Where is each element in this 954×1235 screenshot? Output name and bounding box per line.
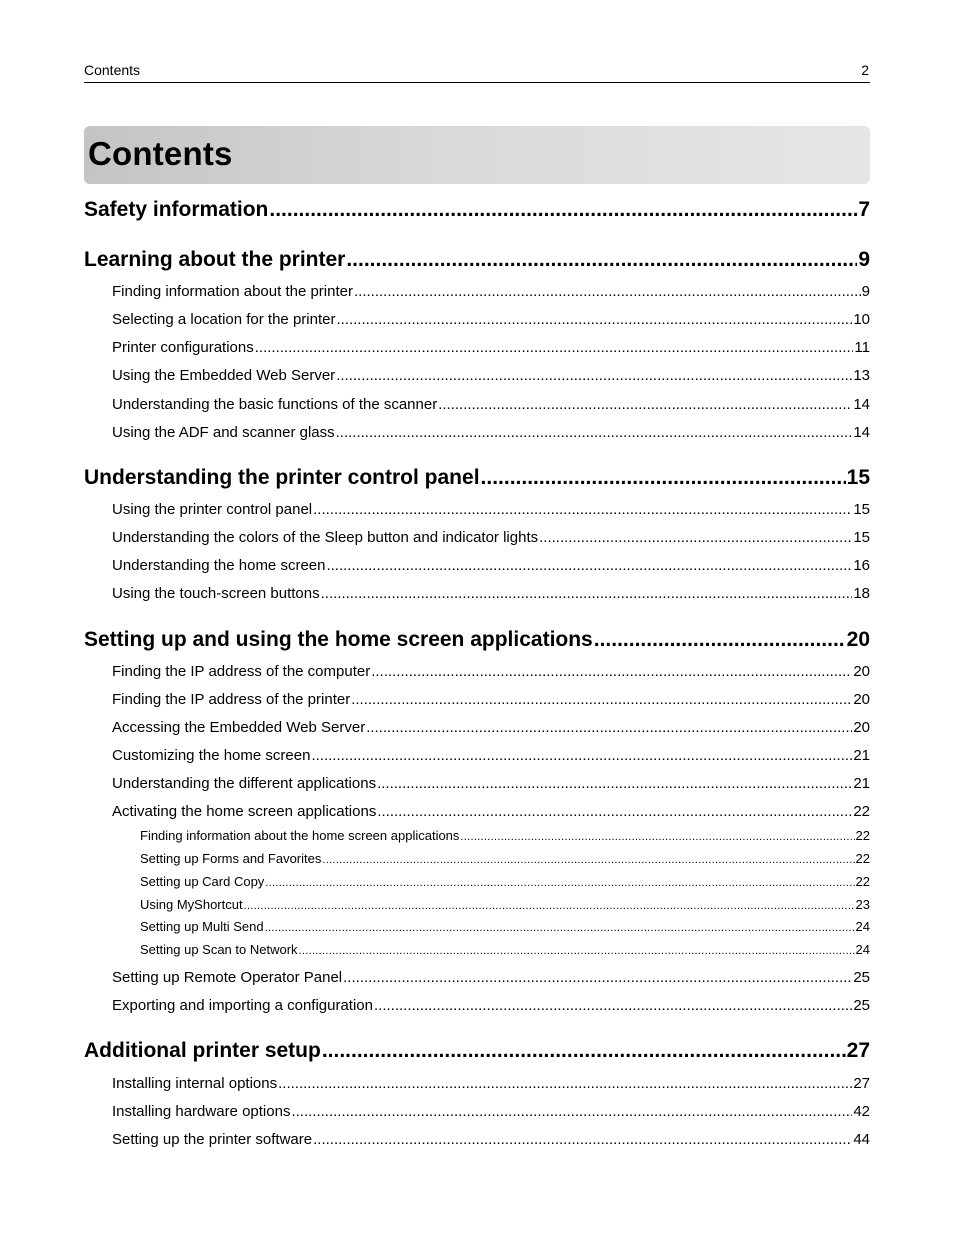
running-header-page-number: 2 [861,62,869,78]
toc-dot-leader [481,463,846,493]
toc-chapter-entry[interactable] [84,1036,870,1066]
toc-dot-leader [351,689,852,711]
toc-entry-label: Customizing the home screen [112,747,311,764]
toc-dot-leader [321,583,853,605]
toc-entry-label: Setting up Scan to Network [140,942,298,957]
toc-entry-label: Understanding the printer control panel [84,466,480,489]
toc-entry-page-number: 20 [853,663,870,680]
toc-entry-label: Understanding the colors of the Sleep button and indicator lights [112,529,539,546]
toc-entry-label: Selecting a location for the printer [112,311,336,328]
toc-subsection-entry[interactable] [140,940,870,959]
running-header [84,60,870,83]
toc-entry-label: Setting up Multi Send [140,919,264,934]
toc-entry-page-number: 27 [846,1039,870,1062]
toc-entry-label: Activating the home screen applications [112,803,377,820]
toc-dot-leader [313,499,852,521]
toc-chapter-entry[interactable] [84,195,870,225]
toc-dot-leader [255,337,854,359]
toc-entry-page-number: 16 [853,557,870,574]
toc-section-entry[interactable] [112,661,870,683]
toc-entry-page-number: 15 [846,466,870,489]
toc-entry-page-number: 25 [853,969,870,986]
toc-entry-label: Understanding the basic functions of the scanner [112,396,438,413]
toc-section-entry[interactable] [112,281,870,303]
toc-section-entry[interactable] [112,1101,870,1123]
toc-chapter-entry[interactable] [84,245,870,275]
toc-dot-leader [460,828,854,845]
toc-entry-label: Finding the IP address of the computer [112,663,371,680]
toc-section-entry[interactable] [112,337,870,359]
toc-dot-leader [354,281,861,303]
toc-entry-page-number: 24 [855,942,870,957]
toc-section-entry[interactable] [112,309,870,331]
toc-chapter-entry[interactable] [84,625,870,655]
toc-dot-leader [371,661,852,683]
toc-entry-label: Safety information [84,198,269,221]
toc-dot-leader [265,874,854,891]
toc-entry-label: Setting up Card Copy [140,874,265,889]
page-title: Contents [88,135,233,172]
toc-entry-label: Using the Embedded Web Server [112,367,336,384]
toc-dot-leader [326,555,852,577]
toc-entry-page-number: 7 [858,198,870,221]
toc-dot-leader [244,897,855,914]
toc-entry-page-number: 42 [853,1103,870,1120]
toc-subsection-entry[interactable] [140,826,870,845]
toc-entry-page-number: 15 [853,529,870,546]
toc-dot-leader [313,1129,852,1151]
toc-dot-leader [265,919,855,936]
toc-entry-page-number: 22 [855,874,870,889]
toc-entry-label: Setting up and using the home screen applications [84,628,593,651]
toc-entry-page-number: 25 [853,997,870,1014]
toc-section-entry[interactable] [112,555,870,577]
toc-entry-page-number: 10 [853,311,870,328]
toc-entry-label: Additional printer setup [84,1039,321,1062]
toc-entry-page-number: 44 [853,1131,870,1148]
toc-entry-page-number: 23 [855,897,870,912]
toc-section-entry[interactable] [112,1129,870,1151]
toc-entry-page-number: 22 [855,828,870,843]
toc-entry-label: Setting up the printer software [112,1131,313,1148]
toc-entry-page-number: 14 [853,396,870,413]
toc-dot-leader [299,942,855,959]
toc-section-entry[interactable] [112,773,870,795]
toc-dot-leader [343,967,852,989]
toc-entry-label: Finding information about the home screen applications [140,828,460,843]
toc-subsection-entry[interactable] [140,895,870,914]
toc-section-entry[interactable] [112,527,870,549]
toc-dot-leader [336,365,852,387]
toc-entry-page-number: 21 [853,747,870,764]
toc-section-entry[interactable] [112,801,870,823]
running-header-section: Contents [84,62,141,78]
toc-entry-label: Using the ADF and scanner glass [112,424,335,441]
toc-entry-page-number: 24 [855,919,870,934]
toc-entry-page-number: 14 [853,424,870,441]
toc-subsection-entry[interactable] [140,849,870,868]
toc-entry-page-number: 11 [854,339,870,356]
toc-entry-label: Setting up Remote Operator Panel [112,969,343,986]
toc-chapter-entry[interactable] [84,463,870,493]
toc-section-entry[interactable] [112,422,870,444]
toc-dot-leader [278,1073,852,1095]
toc-subsection-entry[interactable] [140,872,870,891]
toc-entry-page-number: 22 [853,803,870,820]
toc-section-entry[interactable] [112,365,870,387]
toc-dot-leader [322,1036,846,1066]
toc-entry-label: Setting up Forms and Favorites [140,851,322,866]
toc-section-entry[interactable] [112,995,870,1017]
toc-section-entry[interactable] [112,1073,870,1095]
toc-entry-page-number: 21 [853,775,870,792]
toc-dot-leader [366,717,852,739]
toc-entry-page-number: 13 [853,367,870,384]
toc-entry-page-number: 22 [855,851,870,866]
toc-section-entry[interactable] [112,967,870,989]
toc-subsection-entry[interactable] [140,917,870,936]
toc-dot-leader [374,995,852,1017]
toc-entry-label: Finding information about the printer [112,283,353,300]
toc-entry-label: Using the printer control panel [112,501,313,518]
toc-section-entry[interactable] [112,394,870,416]
toc-dot-leader [438,394,852,416]
toc-entry-label: Understanding the home screen [112,557,326,574]
toc-dot-leader [269,195,857,225]
toc-dot-leader [539,527,852,549]
toc-entry-page-number: 20 [846,628,870,651]
toc-entry-page-number: 15 [853,501,870,518]
toc-entry-label: Finding the IP address of the printer [112,691,351,708]
page-title-band [84,126,870,184]
toc-section-entry[interactable] [112,583,870,605]
toc-entry-label: Learning about the printer [84,248,346,271]
toc-entry-page-number: 9 [858,248,870,271]
toc-section-entry[interactable] [112,745,870,767]
toc-dot-leader [311,745,852,767]
toc-dot-leader [291,1101,852,1123]
toc-dot-leader [594,625,846,655]
toc-section-entry[interactable] [112,689,870,711]
toc-entry-label: Accessing the Embedded Web Server [112,719,366,736]
toc-entry-page-number: 18 [853,585,870,602]
toc-entry-page-number: 20 [853,719,870,736]
toc-entry-label: Using the touch-screen buttons [112,585,320,602]
toc-entry-label: Installing hardware options [112,1103,291,1120]
toc-entry-label: Understanding the different applications [112,775,377,792]
toc-section-entry[interactable] [112,499,870,521]
toc-dot-leader [377,801,852,823]
toc-entry-label: Exporting and importing a configuration [112,997,373,1014]
toc-entry-label: Printer configurations [112,339,254,356]
toc-entry-page-number: 27 [853,1075,870,1092]
toc-entry-label: Using MyShortcut [140,897,243,912]
toc-entry-page-number: 9 [861,283,870,300]
toc-dot-leader [346,245,857,275]
toc-dot-leader [322,851,854,868]
toc-entry-page-number: 20 [853,691,870,708]
toc-dot-leader [377,773,852,795]
toc-dot-leader [336,309,852,331]
toc-section-entry[interactable] [112,717,870,739]
toc-dot-leader [336,422,853,444]
toc-entry-label: Installing internal options [112,1075,278,1092]
